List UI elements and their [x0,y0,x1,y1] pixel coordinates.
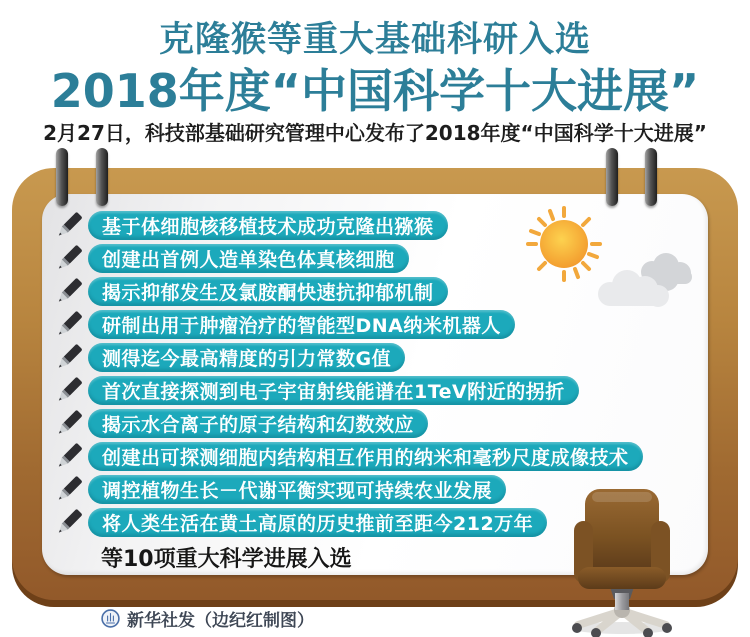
binder-clip-icon [56,148,68,206]
advances-list [52,209,643,539]
advance-item [52,242,643,275]
advance-item [52,473,643,506]
advance-item [52,209,643,242]
subtitle: 2月27日，科技部基础研究管理中心发布了2018年度“中国科学十大进展” [43,121,707,145]
advance-item-label: 将人类生活在黄土高原的历史推前至距今212万年 [88,508,547,537]
pencil-icon [52,407,85,440]
advance-item-label: 研制出用于肿瘤治疗的智能型DNA纳米机器人 [88,310,515,339]
advance-item-label: 测得迄今最高精度的引力常数G值 [88,343,405,372]
pencil-icon [52,341,85,374]
advance-item-label: 首次直接探测到电子宇宙射线能谱在1TeV附近的拐折 [88,376,579,405]
pencil-icon [52,473,85,506]
advance-item [52,308,643,341]
advance-item [52,407,643,440]
advance-item-label: 创建出可探测细胞内结构相互作用的纳米和毫秒尺度成像技术 [88,442,643,471]
pencil-icon [52,374,85,407]
credit-text: 新华社发（边纪红制图） [127,611,314,631]
pencil-icon [52,308,85,341]
pencil-icon [52,209,85,242]
xinhua-logo-icon [101,609,120,628]
binder-clip-icon [606,148,618,206]
binder-clip-icon [645,148,657,206]
advance-item-label: 揭示抑郁发生及氯胺酮快速抗抑郁机制 [88,277,448,306]
advance-item [52,275,643,308]
advance-item-label: 基于体细胞核移植技术成功克隆出猕猴 [88,211,448,240]
advance-item-label: 创建出首例人造单染色体真核细胞 [88,244,409,273]
advance-item-label: 揭示水合离子的原子结构和幻数效应 [88,409,428,438]
advance-item [52,440,643,473]
headline-line2: 2018年度“中国科学十大进展” [50,64,700,118]
advance-item [52,506,643,539]
binder-clip-icon [96,148,108,206]
advance-item [52,374,643,407]
summary-note: 等10项重大科学进展入选 [101,547,352,572]
pencil-icon [52,275,85,308]
pencil-icon [52,440,85,473]
advance-item [52,341,643,374]
advance-item-label: 调控植物生长－代谢平衡实现可持续农业发展 [88,475,506,504]
credit-line [101,606,314,631]
headline-line1: 克隆猴等重大基础科研入选 [158,20,591,60]
office-chair-icon [564,487,680,637]
pencil-icon [52,506,85,539]
pencil-icon [52,242,85,275]
